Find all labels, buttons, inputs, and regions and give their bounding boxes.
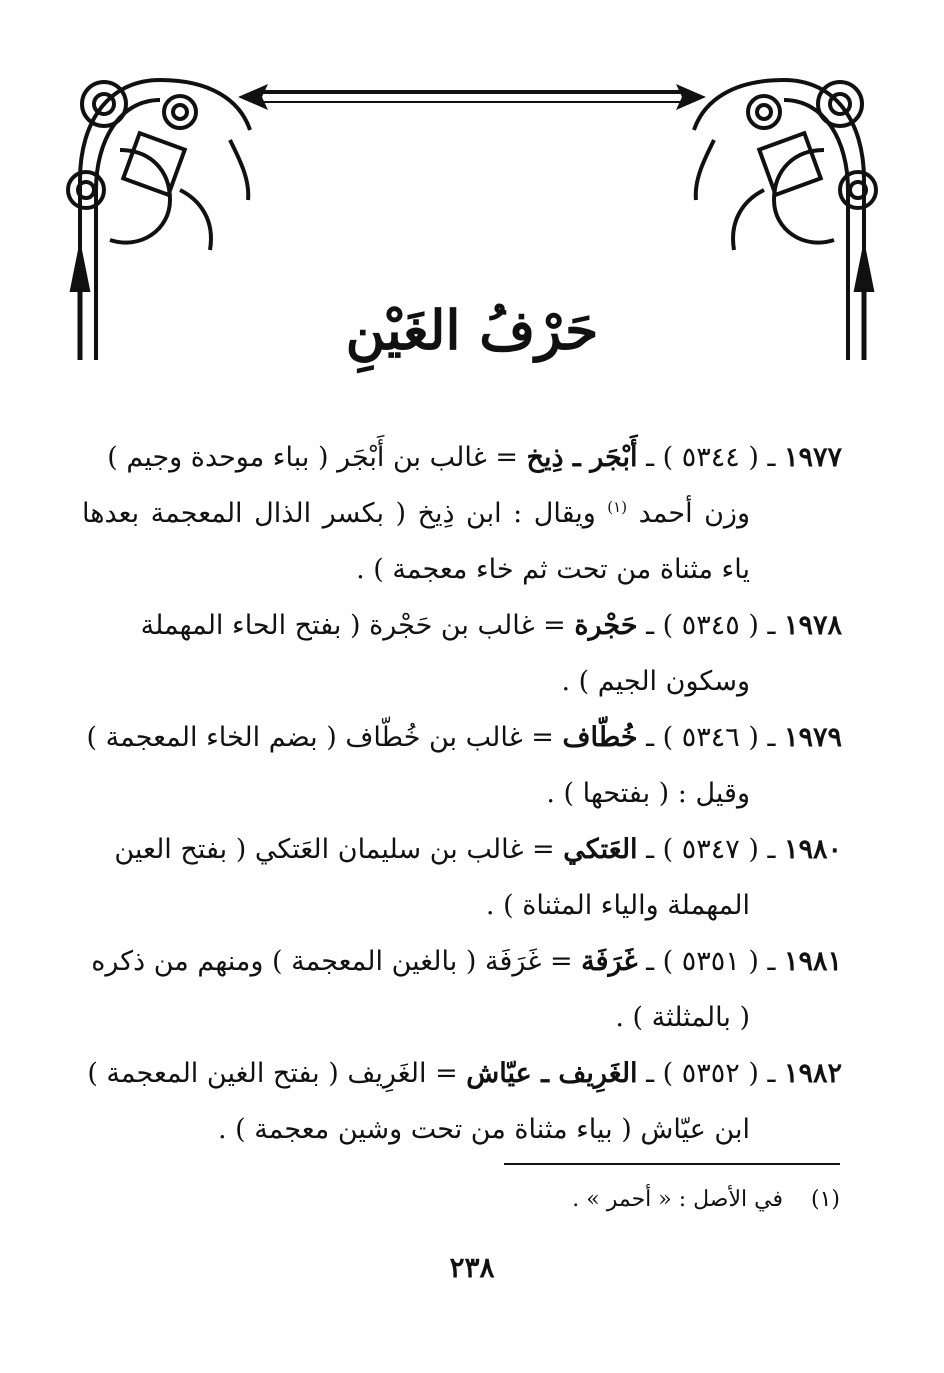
entry-ref: ( ٥٣٥٢ ) bbox=[662, 1058, 759, 1089]
entry-continuation: ( بالمثلثة ) . bbox=[615, 1002, 750, 1033]
entry-1980: ١٩٨٠ ـ ( ٥٣٤٧ ) ـ العَتكي = غالب بن سليمان العَتكي ( بفتح العين المهملة والياء المثناة ) . bbox=[82, 822, 842, 934]
entry-text-first: = غَرَفَة ( بالغين المعجمة ) ومنهم من ذكره bbox=[91, 946, 582, 977]
entry-number: ١٩٧٧ bbox=[783, 442, 842, 473]
entry-1978: ١٩٧٨ ـ ( ٥٣٤٥ ) ـ حَجْرة = غالب بن حَجْرة ( بفتح الحاء المهملة وسكون الجيم ) . bbox=[82, 598, 842, 710]
entry-number: ١٩٨١ bbox=[783, 946, 842, 977]
entry-text-first: = الغَرِيف ( بفتح الغين المعجمة ) bbox=[87, 1058, 467, 1089]
entry-continuation bbox=[82, 486, 842, 598]
footnote-number: (١) bbox=[810, 1187, 840, 1212]
entry-ref: ( ٥٣٤٧ ) bbox=[662, 834, 759, 865]
footnote-divider bbox=[504, 1163, 840, 1165]
entry-1977: ١٩٧٧ ـ ( ٥٣٤٤ ) ـ أَبْجَر ـ ذِيخ = غالب بن أَبْجَر ( بباء موحدة وجيم ) وزن أحمد $^{(١)}$ ويقال : ابن ذِيخ ( بكسر الذال المعجمة بعدها ياء مثناة من تحت ثم خاء معجمة ) . bbox=[82, 430, 842, 598]
entry-text-first: = غالب بن أَبْجَر ( بباء موحدة وجيم ) bbox=[107, 442, 527, 473]
chapter-title: حَرْفُ الغَيْنِ bbox=[345, 298, 599, 362]
entry-continuation: المهملة والياء المثناة ) . bbox=[485, 890, 750, 921]
entry-continuation: وقيل : ( بفتحها ) . bbox=[546, 778, 750, 809]
page-number: ٢٣٨ bbox=[449, 1251, 495, 1284]
entry-text-first: = غالب بن حَجْرة ( بفتح الحاء المهملة bbox=[140, 610, 575, 641]
footnote-text: في الأصل : « أحمر » . bbox=[572, 1187, 783, 1212]
entry-names: غَرَفَة bbox=[581, 946, 638, 977]
entry-ref: ( ٥٣٥١ ) bbox=[662, 946, 759, 977]
entry-text-first: = غالب بن سليمان العَتكي ( بفتح العين bbox=[114, 834, 564, 865]
entry-names: خُطّاف bbox=[562, 722, 638, 753]
entry-1981: ١٩٨١ ـ ( ٥٣٥١ ) ـ غَرَفَة = غَرَفَة ( بالغين المعجمة ) ومنهم من ذكره ( بالمثلثة ) . bbox=[82, 934, 842, 1046]
entry-ref: ( ٥٣٤٦ ) bbox=[662, 722, 759, 753]
entry-ref: ( ٥٣٤٤ ) bbox=[662, 442, 759, 473]
entry-number: ١٩٧٩ bbox=[783, 722, 842, 753]
entry-1982: ١٩٨٢ ـ ( ٥٣٥٢ ) ـ الغَرِيف ـ عيّاش = الغَرِيف ( بفتح الغين المعجمة ) ابن عيّاش ( بياء مثناة من تحت وشين معجمة ) . bbox=[82, 1046, 842, 1158]
entry-number: ١٩٨٠ bbox=[783, 834, 842, 865]
entry-number: ١٩٧٨ bbox=[783, 610, 842, 641]
entry-names: الغَرِيف ـ عيّاش bbox=[466, 1058, 638, 1089]
entry-number: ١٩٨٢ bbox=[783, 1058, 842, 1089]
entry-names: حَجْرة bbox=[574, 610, 638, 641]
entry-continuation: ابن عيّاش ( بياء مثناة من تحت وشين معجمة ) . bbox=[217, 1114, 750, 1145]
entry-text-rest: وزن أحمد bbox=[638, 498, 750, 529]
entry-1979: ١٩٧٩ ـ ( ٥٣٤٦ ) ـ خُطّاف = غالب بن خُطّاف ( بضم الخاء المعجمة ) وقيل : ( بفتحها ) . bbox=[82, 710, 842, 822]
entry-text-first: = غالب بن خُطّاف ( بضم الخاء المعجمة ) bbox=[86, 722, 563, 753]
top-rule bbox=[238, 84, 706, 110]
entry-names: أَبْجَر ـ ذِيخ bbox=[526, 442, 638, 473]
entry-names: العَتكي bbox=[563, 834, 638, 865]
entries-list bbox=[82, 430, 842, 1158]
footnote bbox=[360, 1180, 840, 1220]
footnote-mark: (١) bbox=[607, 498, 628, 516]
entry-ref: ( ٥٣٤٥ ) bbox=[662, 610, 759, 641]
entry-text-rest2: ويقال : ابن ذِيخ ( بكسر الذال المعجمة بعدها ياء مثناة من تحت ثم خاء معجمة ) . bbox=[82, 498, 750, 585]
entry-continuation: وسكون الجيم ) . bbox=[561, 666, 750, 697]
